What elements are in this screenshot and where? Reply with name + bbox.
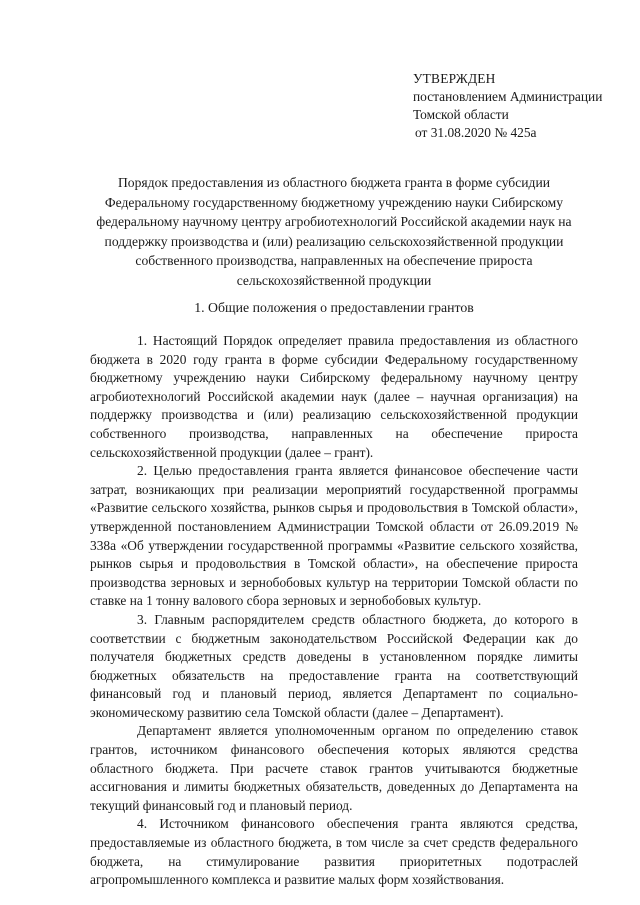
approval-date: от 31.08.2020 № 425а: [415, 125, 537, 140]
paragraph-2: 2. Целью предоставления гранта является финансовое обеспечение части затрат, возникающих при реализации мероприятий государственной программы «Развитие сельского хозяйства, рынков сырья и продовольствия в Томской области», утвержденной постановлением Администрации Томской области от 26.09.2019 № 338а «Об утверждении государственной программы «Развитие сельского хозяйства, рынков сырья и продовольствия в Томской области», на обеспечение прироста производства зерновых и зернобобовых культур на территории Томской области по ставке на 1 тонну валового сбора зерновых и зернобобовых культур.: [90, 463, 578, 609]
paragraph-3-continued: Департамент является уполномоченным органом по определению ставок грантов, источником финансового обеспечения которых являются средства областного бюджета. При расчете ставок грантов учитываются бюджетные ассигнования и лимиты бюджетных обязательств, доведенных до Департамента на текущий финансовый год и плановый период.: [90, 723, 578, 813]
paragraph-1: 1. Настоящий Порядок определяет правила предоставления из областного бюджета в 2020 году гранта в форме субсидии Федеральному государственному бюджетному учреждению науки Сибирскому федеральному научному центру агробиотехнологий Российской академии наук (далее – научная организация) на поддержку производства и (или) реализацию сельскохозяйственной продукции собственного производства, направленных на обеспечение прироста сельскохозяйственной продукции (далее – грант).: [90, 333, 578, 460]
approval-label: УТВЕРЖДЕН: [413, 71, 496, 86]
section-heading: 1. Общие положения о предоставлении грантов: [194, 300, 474, 315]
paragraph-3: 3. Главным распорядителем средств областного бюджета, до которого в соответствии с бюджетным законодательством Российской Федерации как до получателя бюджетных средств доведены в установленном порядке лимиты бюджетных обязательств на предоставление гранта на соответствующий финансовый год и плановый период, является Департамент по социально-экономическому развитию села Томской области (далее – Департамент).: [90, 611, 578, 720]
approval-region: Томской области: [413, 107, 509, 122]
document-body: [90, 332, 578, 890]
approval-issuer: постановлением Администрации: [413, 89, 603, 104]
document-title: Порядок предоставления из областного бюджета гранта в форме субсидии Федеральному государственному бюджетному учреждению науки Сибирскому федеральному научному центру агробиотехнологий Российской академии наук на поддержку производства и (или) реализацию сельскохозяйственной продукции собственного производства, направленных на обеспечение прироста сельскохозяйственной продукции: [96, 175, 572, 288]
paragraph-4: 4. Источником финансового обеспечения гранта являются средства, предоставляемые из областного бюджета, в том числе за счет средств федерального бюджета, на стимулирование развития приоритетных подотраслей агропромышленного комплекса и развитие малых форм хозяйствования.: [90, 816, 578, 888]
approval-stamp-block: [413, 70, 623, 142]
